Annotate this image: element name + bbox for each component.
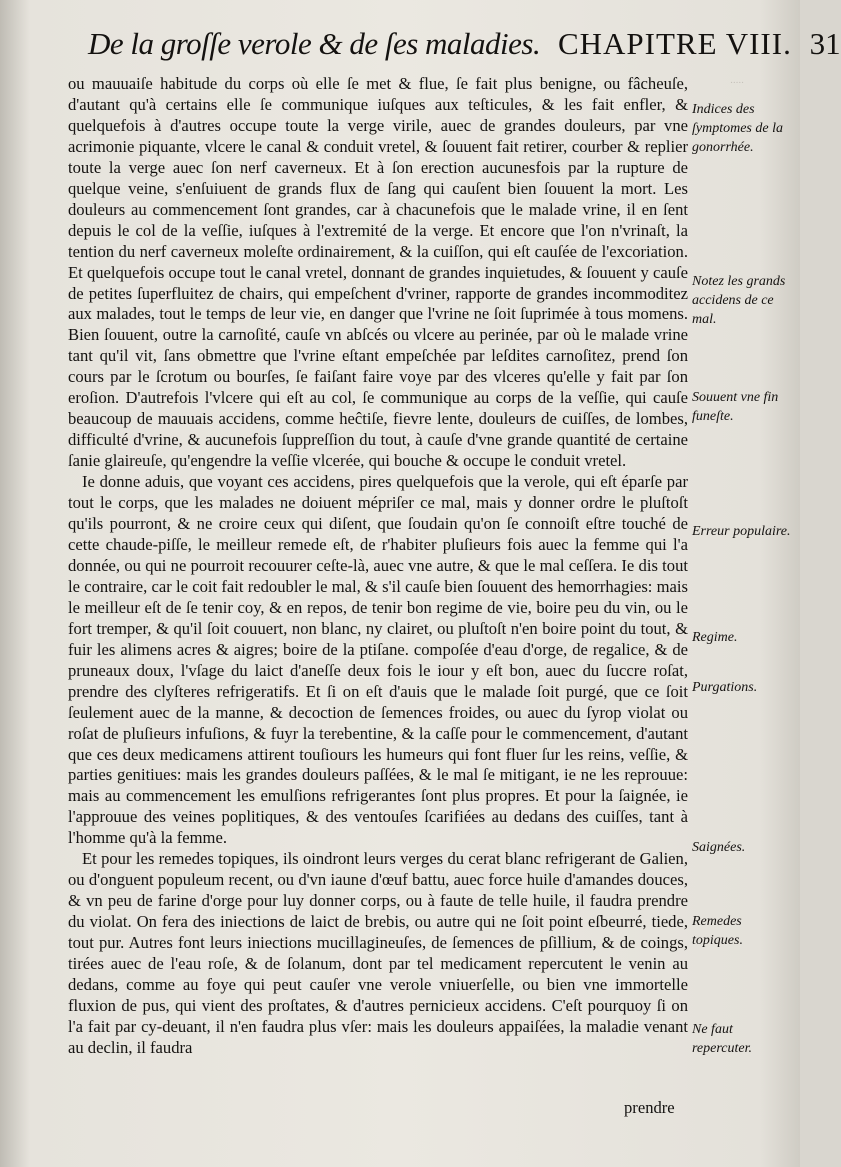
catchword: prendre [624,1098,675,1117]
page-number: 31 [809,26,841,61]
margin-note-repercuter: Ne faut repercuter. [692,1022,752,1056]
margin-note-purgations: Purgations. [692,680,758,695]
paragraph-3: Et pour les remedes topiques, ils oindront leurs verges du cerat blanc refrigerant de Galien, ou d'onguent populeum recent, ou d'vn iaune d'œuf battu, auec force huile d'amandes douces, & vn peu de farine d'orge pour luy donner corps, ou à faute de telle huile, il faudra prendre du violat. On fera des iniections de laict de brebis, ou autre qui ne ſoit point eſbeurré, tiede, tout pur. Autres font leurs iniections mucillagineuſes, de ſemences de pſillium, & de coings, tirées auec de l'eau roſe, & de ſolanum, dont par tel medicament repercutent le venin au dedans, comme au foye qui peut cauſer vne verole vniuerſelle, ou bien vne immortelle fluxion de pus, qui vient des proſtates, & d'autres pernicieux accidens. C'eſt pourquoy ſi on l'a fait par cy-deuant, il n'en faudra plus vſer: mais les douleurs appaiſées, la maladie venant au declin, il faudra [68,849,688,1057]
running-header [88,26,841,70]
margin-note-saignees: Saignées. [692,840,746,855]
paragraph-1: ou mauuaiſe habitude du corps où elle ſe met & flue, ſe fait plus benigne, ou fâcheuſe, d'autant qu'à certains elle ſe communique iuſques aux teſticules, & les fait enfler, & quelquefois à d'autres occupe toute la verge virile, auec de grandes douleurs, par vne acrimonie piquante, vlcere le canal & conduit vretel, & ſouuent fait retirer, courber & replier toute la verge auec ſon nerf caverneux. Et à ſon erection aucunesfois par la rupture de quelque veine, s'enſuiuent de grands flux de ſang qui cauſent bien ſouuent la mort. Les douleurs au commencement ſont grandes, car à chacunefois que le malade vrine, il en ſent depuis le col de la veſſie, iuſques à l'extremité de la verge. Et encore que l'on n'vrinaſt, la tention du nerf caverneux moleſte ordinairement, & la cuiſſon, qui eſt cauſée de l'excoriation. Et quelquefois occupe tout le canal vretel, donnant de grandes inquietudes, & ſouuent y cauſe de petites ſuperfluitez de chairs, qui empeſchent d'vriner, rapporte de grandes incommoditez aux malades, tout le temps de leur vie, en danger que l'vrine ne ſoit ſuprimée à tous momens. Bien ſouuent, outre la carnoſité, cauſe vn abſcés ou vlcere au perinée, par où le malade vrine tant qu'il vit, ſans obmettre que l'vrine eſtant empeſchée par leſdites carnoſitez, prend ſon cours par le ſcrotum ou bourſes, ſe faiſant faire voye par des vlceres qu'elle y fait par ſon eroſion. D'autrefois l'vlcere qui eſt au col, ſe communique au corps de la veſſie, qui cauſe beaucoup de mauuais accidens, comme heĉtiſe, fievre lente, douleurs de cuiſſes, de lombes, difficulté d'vrine, & aucunefois ſuppreſſion du tout, à cauſe d'vne grande quantité de certaine ſanie glaireuſe, qu'engendre la veſſie vlcerée, qui bouche & occupe le conduit vretel. [68,74,688,471]
margin-note-erreur: Erreur populaire. [692,524,791,539]
main-text [68,74,688,1059]
margin-note-fin-funeste: Souuent vne fin funeſte. [692,390,779,424]
margin-note-indices: Indices des ſymptomes de la gonorrhée. [692,102,783,155]
chapter-heading: CHAPITRE VIII. [557,26,792,61]
margin-note-regime: Regime. [692,630,738,645]
margin-note-accidens: Notez les grands accidens de ce mal. [692,274,786,327]
svg-text:·····: ····· [730,77,744,89]
paragraph-2: Ie donne aduis, que voyant ces accidens, pires quelquefois que la verole, qui eſt éparſe par tout le corps, que les malades ne doiuent mépriſer ce mal, mais y donner ordre le pluſtoſt qu'ils pourront, & ne croire ceux qui diſent, que ſoudain qu'on ſe connoiſt eſtre touché de cette chaude-piſſe, le meilleur remede eſt, de r'habiter pluſieurs fois auec la femme qui l'a donnée, ou qui ne pourroit recouurer ceſte-là, auec vne autre, & que le mal ceſſera. Ie dis tout le contraire, car le coit fait redoubler le mal, & s'il cauſe bien ſouuent des hemorrhagies: mais le meilleur eſt de ſe tenir coy, & en repos, de tenir bon regime de vie, boire peu du vin, ou le fort tremper, & qu'il ſoit couuert, non blanc, ny clairet, ou pluſtoſt n'en boire point du tout, & fuir les alimens acres & aigres; boire de la ptiſane. compoſée d'eau d'orge, de regalice, & de pruneaux doux, l'vſage du laict d'aneſſe deux fois le iour y eſt bon, auec du ſuccre roſat, prendre des clyſteres refrigeratifs. Et ſi on eſt d'auis que le malade ſoit purgé, que ce ſoit ſeulement auec de la manne, & decoction de ſemences froides, ou auec du ſyrop violat ou roſat de pluſieurs infuſions, & fuyr la terebentine, & la caſſe pour le commencement, d'autant que ces deux medicamens attirent touſiours les humeurs qui font fluer ſur les reins, veſſie, & parties genitiues: mais les grandes douleurs paſſées, & le mal ſe mitigant, ie ne les reprouue: mais au commencement les emulſions refrigerantes ſont plus propres. Et pour la ſaignée, ie l'approuue des veines poplitiques, & des ventouſes ſcarifiées au dedans des cuiſſes, tant à l'homme qu'à la femme. [68,472,688,848]
faint-stamp-mark [730,72,780,92]
running-title: De la groſſe verole & de ſes maladies. [88,26,541,61]
margin-note-remedes: Remedes topiques. [692,914,743,948]
